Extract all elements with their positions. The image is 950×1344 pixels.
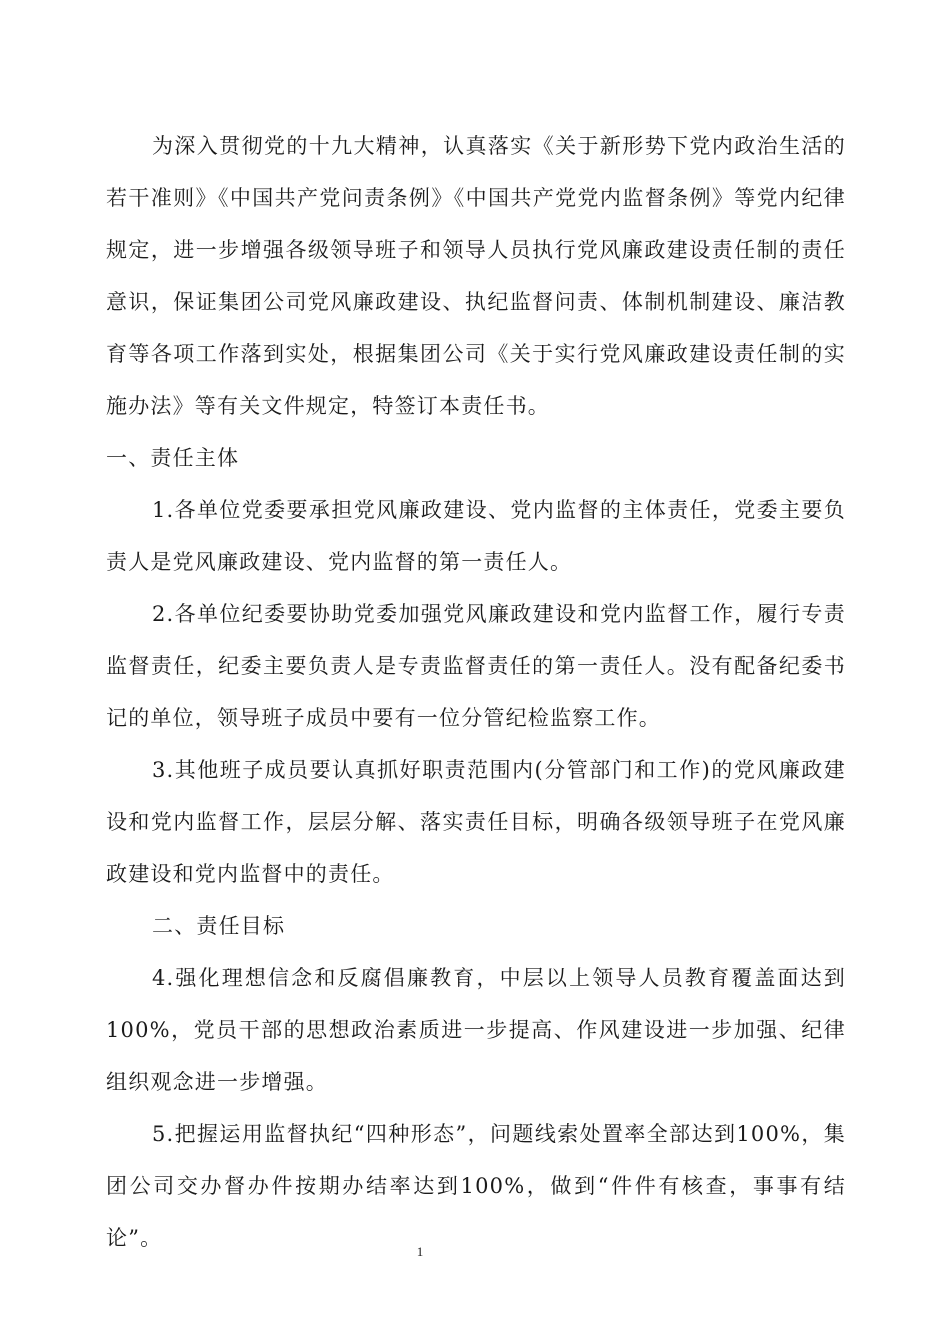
section-heading-responsibility-subject: 一、责任主体	[106, 446, 240, 470]
list-item: 2.各单位纪委要协助党委加强党风廉政建设和党内监督工作，履行专责监督责任，纪委主要负责人是专责监督责任的第一责任人。没有配备纪委书记的单位，领导班子成员中要有一位分管纪检监察工作。	[106, 602, 846, 730]
list-item: 1.各单位党委要承担党风廉政建设、党内监督的主体责任，党委主要负责人是党风廉政建设、党内监督的第一责任人。	[106, 498, 846, 574]
list-item: 4.强化理想信念和反腐倡廉教育，中层以上领导人员教育覆盖面达到100%，党员干部的思想政治素质进一步提高、作风建设进一步加强、纪律组织观念进一步增强。	[106, 966, 846, 1094]
list-item: 5.把握运用监督执纪“四种形态”，问题线索处置率全部达到100%，集团公司交办督办件按期办结率达到100%，做到“件件有核查，事事有结论”。	[106, 1122, 846, 1250]
page-number	[0, 1244, 950, 1260]
intro-paragraph: 为深入贯彻党的十九大精神，认真落实《关于新形势下党内政治生活的若干准则》《中国共产党问责条例》《中国共产党党内监督条例》等党内纪律规定，进一步增强各级领导班子和领导人员执行党风廉政建设责任制的责任意识，保证集团公司党风廉政建设、执纪监督问责、体制机制建设、廉洁教育等各项工作落到实处，根据集团公司《关于实行党风廉政建设责任制的实施办法》等有关文件规定，特签订本责任书。	[106, 134, 846, 418]
list-item: 3.其他班子成员要认真抓好职责范围内(分管部门和工作)的党风廉政建设和党内监督工作，层层分解、落实责任目标，明确各级领导班子在党风廉政建设和党内监督中的责任。	[106, 758, 846, 886]
section-heading-responsibility-goals: 二、责任目标	[152, 914, 286, 938]
document-page	[106, 120, 846, 1264]
page-number-label: 1	[416, 1244, 424, 1259]
